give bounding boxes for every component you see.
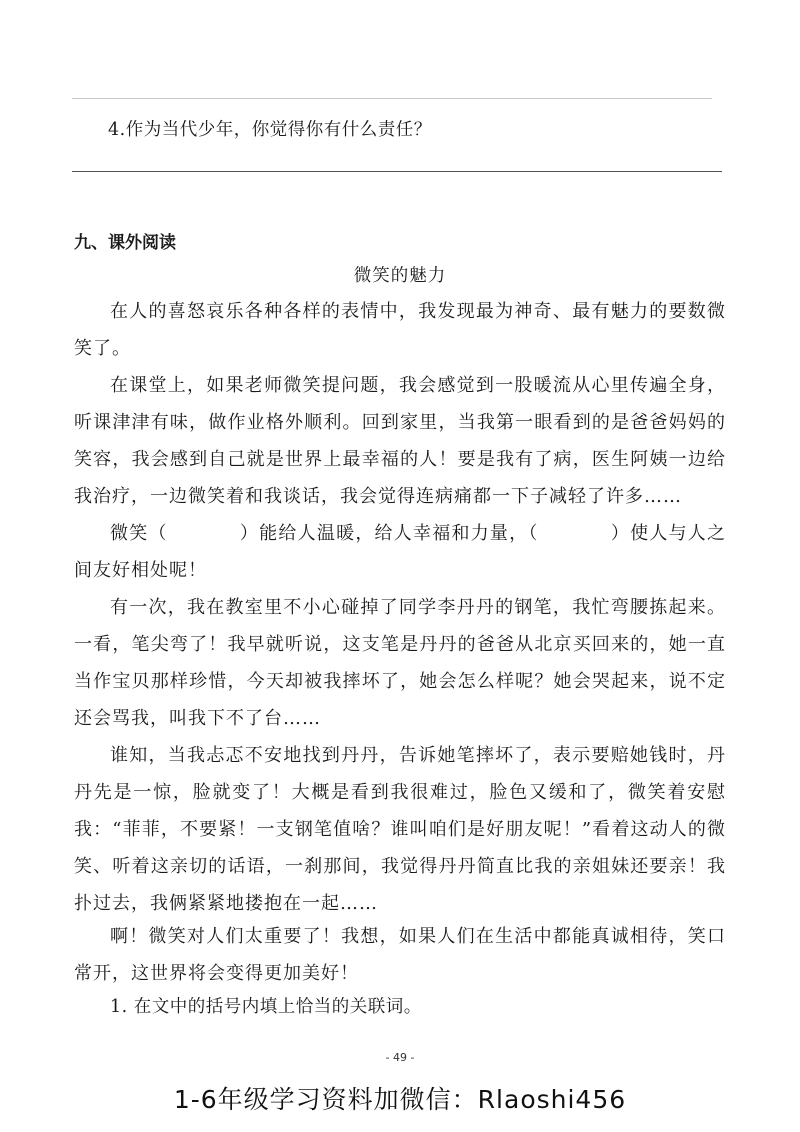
paragraph-3-part-a: 微笑（: [110, 523, 168, 544]
page-number: - 49 -: [385, 1051, 415, 1064]
paragraph-3: [74, 515, 726, 589]
question-1: 1. 在文中的括号内填上恰当的关联词。: [110, 997, 422, 1017]
paragraph-3-part-b: ）能给人温暖，给人幸福和力量，（: [239, 523, 539, 544]
answer-line: [72, 171, 722, 172]
paragraph-6: 啊！微笑对人们太重要了！我想，如果人们在生活中都能真诚相待，笑口常开，这世界将会变得更加美好！: [74, 926, 726, 984]
paragraph-3-part-c: ）使人与人之间友好相处呢！: [74, 523, 727, 581]
top-divider: [72, 98, 712, 99]
paragraph-1: 在人的喜怒哀乐各种各样的表情中，我发现最为神奇、最有魅力的要数微笑了。: [74, 301, 726, 359]
footer-ad: 1-6年级学习资料加微信：Rlaoshi456: [173, 1085, 627, 1114]
paragraph-5: 谁知，当我忐忑不安地找到丹丹，告诉她笔摔坏了，表示要赔她钱时，丹丹先是一惊，脸就变了！大概是看到我很难过，脸色又缓和了，微笑着安慰我：“菲菲，不要紧！一支钢笔值啥？谁叫咱们是好朋友呢！”看着这动人的微笑、听着这亲切的话语，一刹那间，我觉得丹丹简直比我的亲姐妹还要亲！我扑过去，我俩紧紧地搂抱在一起……: [74, 745, 726, 914]
question-4: 4.作为当代少年，你觉得你有什么责任？: [108, 120, 432, 140]
section-title: 九、课外阅读: [74, 233, 176, 253]
article-title: 微笑的魅力: [353, 266, 447, 286]
paragraph-2: 在课堂上，如果老师微笑提问题，我会感觉到一股暖流从心里传遍全身，听课津津有味，做作业格外顺利。回到家里，当我第一眼看到的是爸爸妈妈的笑容，我会感到自己就是世界上最幸福的人！要是我有了病，医生阿姨一边给我治疗，一边微笑着和我谈话，我会觉得连病痛都一下子减轻了许多……: [74, 375, 726, 507]
paragraph-4: 有一次，我在教室里不小心碰掉了同学李丹丹的钢笔，我忙弯腰拣起来。一看，笔尖弯了！我早就听说，这支笔是丹丹的爸爸从北京买回来的，她一直当作宝贝那样珍惜，今天却被我摔坏了，她会怎么样呢？她会哭起来，说不定还会骂我，叫我下不了台……: [74, 597, 726, 729]
